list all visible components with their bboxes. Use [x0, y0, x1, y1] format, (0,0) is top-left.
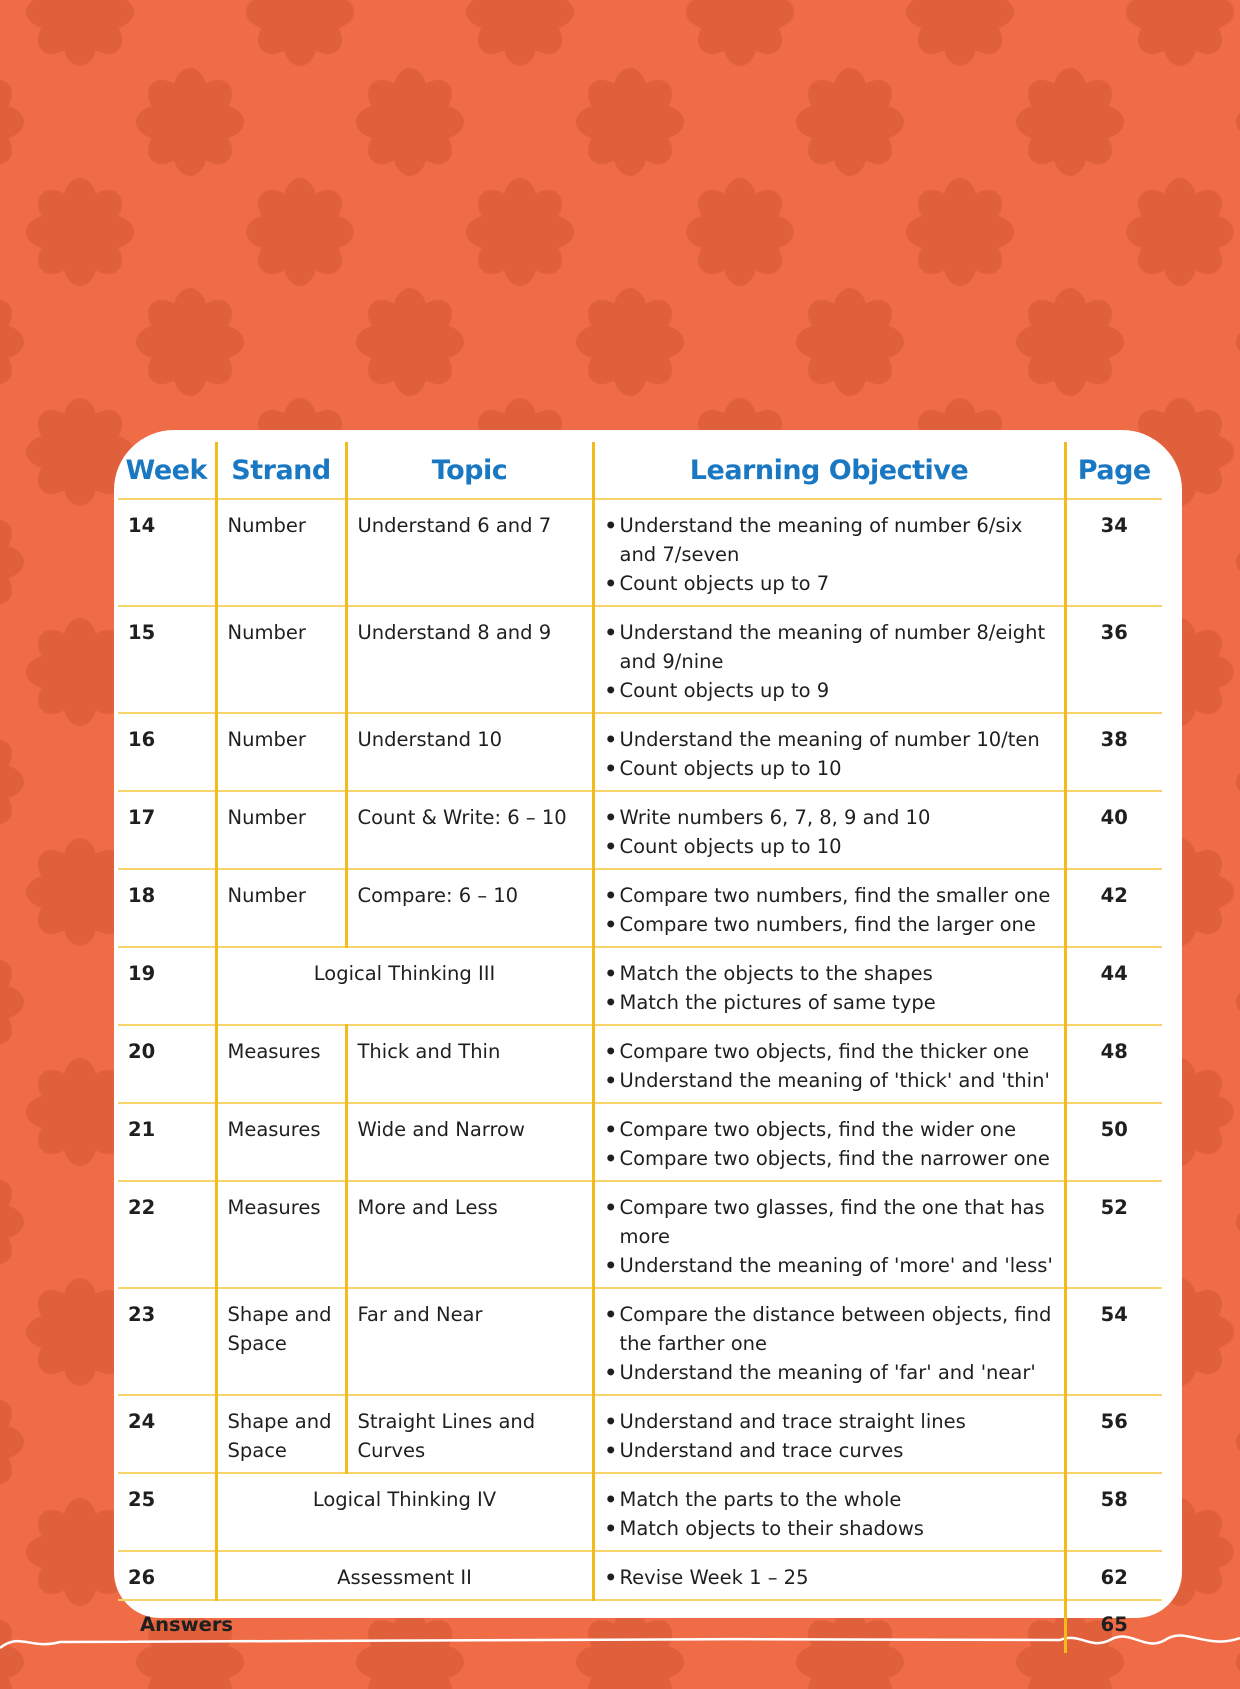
- week-cell: 21: [118, 1103, 216, 1181]
- week-cell: 15: [118, 606, 216, 713]
- objective-item: • Understand the meaning of 'more' and 'less': [605, 1251, 1054, 1280]
- week-cell: 25: [118, 1473, 216, 1551]
- table-row: [118, 1473, 1162, 1551]
- page-number: 58: [1065, 1473, 1162, 1551]
- page-number: 52: [1065, 1181, 1162, 1288]
- answers-label: Answers: [118, 1600, 1065, 1653]
- page-number: 40: [1065, 791, 1162, 869]
- objective-item: • Compare two objects, find the narrower one: [605, 1144, 1054, 1173]
- objective-item: • Understand and trace straight lines: [605, 1407, 1054, 1436]
- objective-item: • Understand the meaning of number 10/ten: [605, 725, 1054, 754]
- objective-item: • Count objects up to 7: [605, 569, 1054, 598]
- page-number: 50: [1065, 1103, 1162, 1181]
- objective-item: • Understand the meaning of 'thick' and 'thin': [605, 1066, 1054, 1095]
- table-row: [118, 1025, 1162, 1103]
- week-cell: 20: [118, 1025, 216, 1103]
- objective-cell: [593, 791, 1065, 869]
- objective-item: • Match the parts to the whole: [605, 1485, 1054, 1514]
- table-row: [118, 1395, 1162, 1473]
- table-row: [118, 1551, 1162, 1600]
- objective-item: • Count objects up to 9: [605, 676, 1054, 705]
- strand-cell: Shape and Space: [216, 1395, 346, 1473]
- page-number: 42: [1065, 869, 1162, 947]
- page-number: 56: [1065, 1395, 1162, 1473]
- header-learning-objective: Learning Objective: [593, 442, 1065, 499]
- week-cell: 17: [118, 791, 216, 869]
- answers-row: [118, 1600, 1162, 1653]
- contents-table: [118, 442, 1162, 1653]
- topic-cell: Understand 8 and 9: [346, 606, 593, 713]
- table-row: [118, 499, 1162, 606]
- objective-item: • Revise Week 1 – 25: [605, 1563, 1054, 1592]
- topic-cell: Compare: 6 – 10: [346, 869, 593, 947]
- strand-cell: Measures: [216, 1025, 346, 1103]
- week-cell: 16: [118, 713, 216, 791]
- objective-item: • Match objects to their shadows: [605, 1514, 1054, 1543]
- topic-cell: Understand 6 and 7: [346, 499, 593, 606]
- topic-cell: Wide and Narrow: [346, 1103, 593, 1181]
- objective-cell: [593, 1181, 1065, 1288]
- objective-item: • Understand the meaning of number 8/eight and 9/nine: [605, 618, 1054, 676]
- week-cell: 19: [118, 947, 216, 1025]
- objective-cell: [593, 606, 1065, 713]
- week-cell: 22: [118, 1181, 216, 1288]
- week-cell: 24: [118, 1395, 216, 1473]
- header-strand: Strand: [216, 442, 346, 499]
- objective-item: • Understand and trace curves: [605, 1436, 1054, 1465]
- objective-item: • Write numbers 6, 7, 8, 9 and 10: [605, 803, 1054, 832]
- topic-cell: More and Less: [346, 1181, 593, 1288]
- objective-item: • Compare two numbers, find the smaller one: [605, 881, 1054, 910]
- strand-cell: Number: [216, 606, 346, 713]
- topic-cell: Understand 10: [346, 713, 593, 791]
- page-number: 48: [1065, 1025, 1162, 1103]
- objective-cell: [593, 869, 1065, 947]
- header-page: Page: [1077, 454, 1151, 486]
- merged-topic-cell: Logical Thinking III: [216, 947, 593, 1025]
- objective-item: • Match the objects to the shapes: [605, 959, 1054, 988]
- page-number: 54: [1065, 1288, 1162, 1395]
- strand-cell: Measures: [216, 1181, 346, 1288]
- topic-cell: Far and Near: [346, 1288, 593, 1395]
- table-row: [118, 869, 1162, 947]
- objective-item: • Match the pictures of same type: [605, 988, 1054, 1017]
- table-row: [118, 713, 1162, 791]
- table-row: [118, 1288, 1162, 1395]
- topic-cell: Thick and Thin: [346, 1025, 593, 1103]
- objective-item: • Understand the meaning of 'far' and 'near': [605, 1358, 1054, 1387]
- week-cell: 23: [118, 1288, 216, 1395]
- table-row: [118, 1103, 1162, 1181]
- objective-cell: [593, 1551, 1065, 1600]
- page-number: 36: [1065, 606, 1162, 713]
- table-row: [118, 606, 1162, 713]
- objective-item: • Compare two objects, find the thicker one: [605, 1037, 1054, 1066]
- objective-item: • Compare two glasses, find the one that has more: [605, 1193, 1054, 1251]
- header-week: Week: [118, 442, 216, 499]
- page-number: 62: [1065, 1551, 1162, 1600]
- topic-cell: Straight Lines and Curves: [346, 1395, 593, 1473]
- page-number: 44: [1065, 947, 1162, 1025]
- merged-topic-cell: Assessment II: [216, 1551, 593, 1600]
- strand-cell: Number: [216, 791, 346, 869]
- objective-item: • Understand the meaning of number 6/six and 7/seven: [605, 511, 1054, 569]
- objective-item: • Compare the distance between objects, find the farther one: [605, 1300, 1054, 1358]
- answers-page-number: 65: [1065, 1600, 1162, 1653]
- objective-item: • Count objects up to 10: [605, 832, 1054, 861]
- page-number: 34: [1065, 499, 1162, 606]
- objective-item: • Count objects up to 10: [605, 754, 1054, 783]
- objective-cell: [593, 1395, 1065, 1473]
- merged-topic-cell: Logical Thinking IV: [216, 1473, 593, 1551]
- page-number: 38: [1065, 713, 1162, 791]
- strand-cell: Shape and Space: [216, 1288, 346, 1395]
- objective-cell: [593, 1473, 1065, 1551]
- strand-cell: Number: [216, 499, 346, 606]
- strand-cell: Measures: [216, 1103, 346, 1181]
- objective-cell: [593, 1103, 1065, 1181]
- strand-cell: Number: [216, 869, 346, 947]
- week-cell: 18: [118, 869, 216, 947]
- week-cell: 26: [118, 1551, 216, 1600]
- table-row: [118, 791, 1162, 869]
- objective-item: • Compare two numbers, find the larger one: [605, 910, 1054, 939]
- strand-cell: Number: [216, 713, 346, 791]
- table-row: [118, 947, 1162, 1025]
- objective-cell: [593, 947, 1065, 1025]
- header-topic: Topic: [346, 442, 593, 499]
- objective-cell: [593, 1288, 1065, 1395]
- week-cell: 14: [118, 499, 216, 606]
- objective-cell: [593, 1025, 1065, 1103]
- objective-cell: [593, 713, 1065, 791]
- topic-cell: Count & Write: 6 – 10: [346, 791, 593, 869]
- objective-item: • Compare two objects, find the wider one: [605, 1115, 1054, 1144]
- table-row: [118, 1181, 1162, 1288]
- objective-cell: [593, 499, 1065, 606]
